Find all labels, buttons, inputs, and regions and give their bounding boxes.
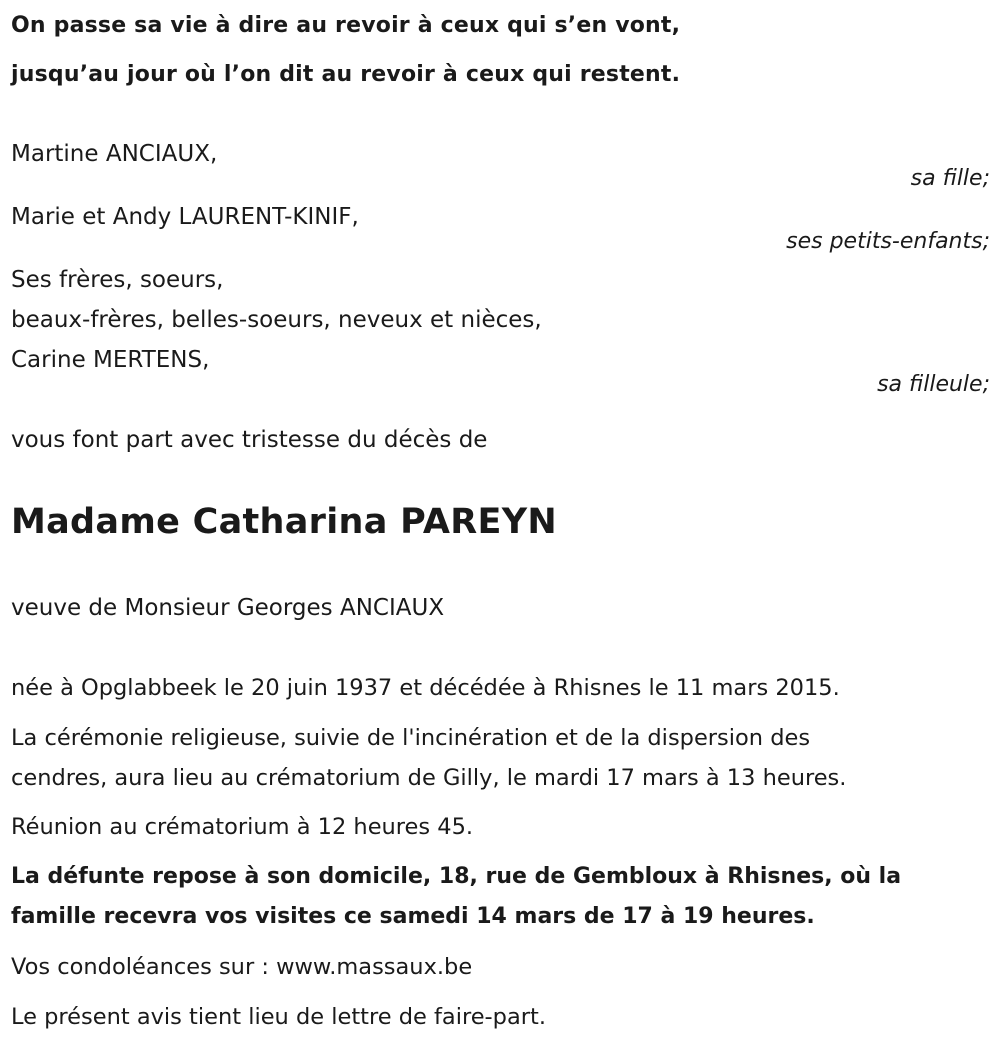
visitation-line-2: famille recevra vos visites ce samedi 14 mars de 17 à 19 heures. bbox=[11, 904, 815, 929]
quote-line-2: jusqu’au jour où l’on dit au revoir à ceux qui restent. bbox=[11, 62, 681, 87]
family-member-goddaughter: Carine MERTENS, bbox=[11, 347, 210, 373]
notice-text: Le présent avis tient lieu de lettre de faire-part. bbox=[11, 1004, 546, 1030]
quote-line-1: On passe sa vie à dire au revoir à ceux qui s’en vont, bbox=[11, 13, 681, 38]
condolences-text: Vos condoléances sur : www.massaux.be bbox=[11, 954, 473, 980]
family-in-laws: beaux-frères, belles-soeurs, neveux et nièces, bbox=[11, 307, 542, 333]
visitation-line-1: La défunte repose à son domicile, 18, rue de Gembloux à Rhisnes, où la bbox=[11, 864, 902, 889]
ceremony-line-2: cendres, aura lieu au crématorium de Gilly, le mardi 17 mars à 13 heures. bbox=[11, 765, 847, 791]
family-siblings: Ses frères, soeurs, bbox=[11, 267, 224, 293]
family-member-grandchildren: Marie et Andy LAURENT-KINIF, bbox=[11, 204, 359, 230]
birth-death-text: née à Opglabbeek le 20 juin 1937 et décédée à Rhisnes le 11 mars 2015. bbox=[11, 675, 840, 701]
widow-of-text: veuve de Monsieur Georges ANCIAUX bbox=[11, 595, 445, 621]
ceremony-line-1: La cérémonie religieuse, suivie de l'incinération et de la dispersion des bbox=[11, 725, 811, 751]
deceased-name: Madame Catharina PAREYN bbox=[11, 502, 557, 542]
relation-daughter: sa fille; bbox=[910, 166, 990, 191]
reunion-text: Réunion au crématorium à 12 heures 45. bbox=[11, 814, 474, 840]
family-member-daughter: Martine ANCIAUX, bbox=[11, 141, 218, 167]
relation-goddaughter: sa filleule; bbox=[877, 372, 990, 397]
announcement-text: vous font part avec tristesse du décès de bbox=[11, 427, 488, 453]
relation-grandchildren: ses petits-enfants; bbox=[786, 229, 990, 254]
